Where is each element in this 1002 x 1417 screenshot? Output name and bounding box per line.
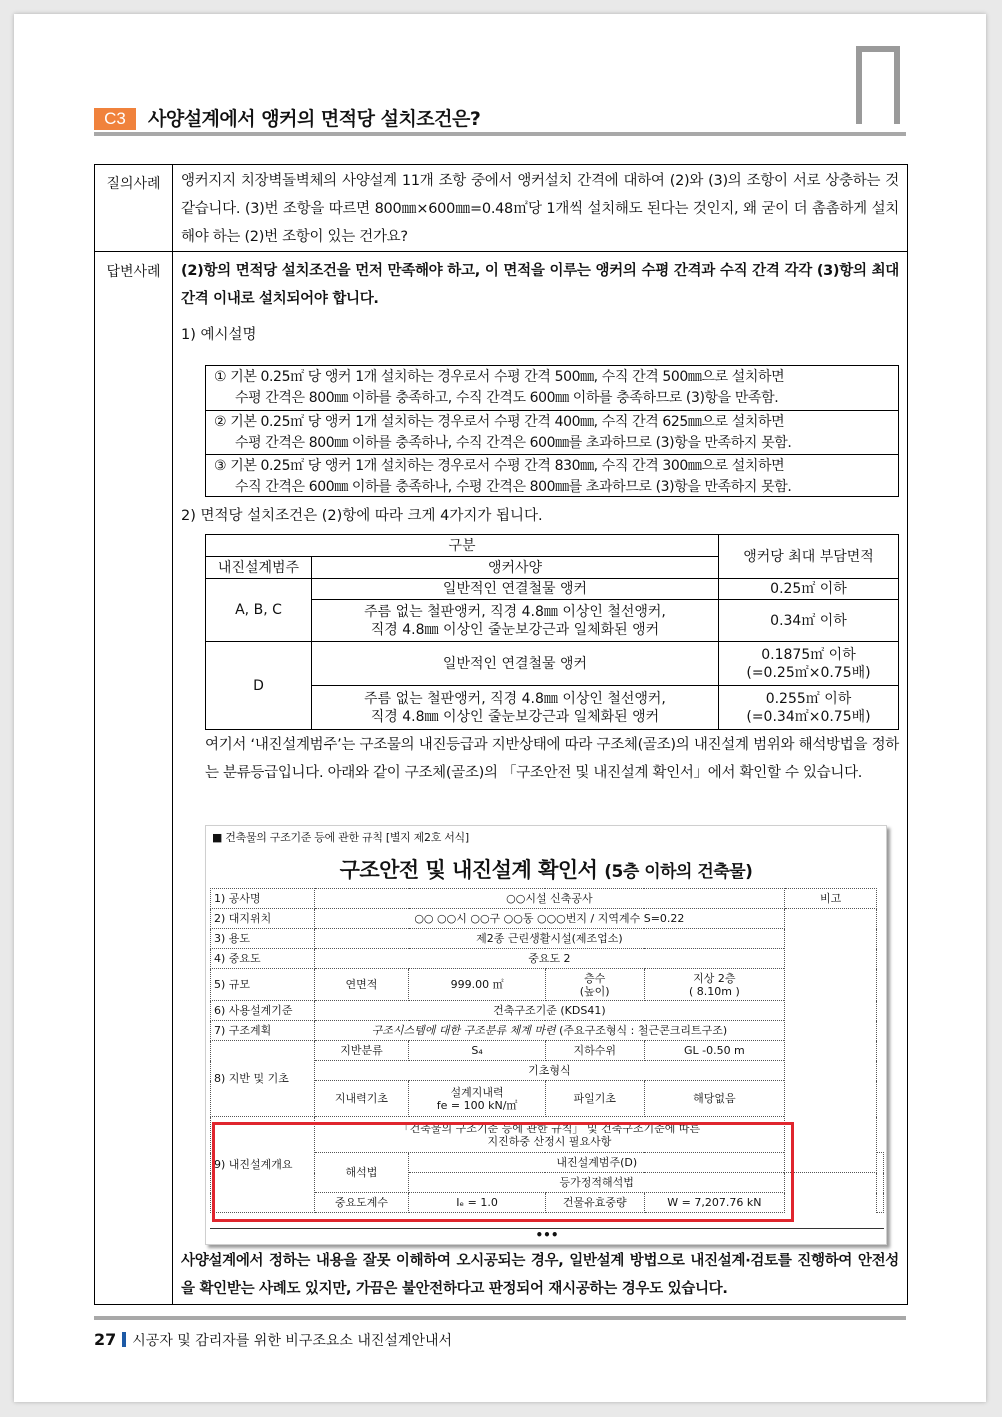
form-cell: ○○ ○○시 ○○구 ○○동 ○○○번지 / 지역계수 S=0.22 (314, 909, 785, 929)
form-cell: 내진설계범주(D) (409, 1153, 785, 1173)
table-header-group: 구분 (206, 535, 719, 557)
area-line: 0.1875㎡ 이하 (761, 646, 856, 663)
footer-rule (94, 1316, 906, 1320)
example-item (206, 454, 898, 498)
example-line: ① 기본 0.25㎡ 당 앵커 1개 설치하는 경우로서 수평 간격 500㎜, 수직 간격 500㎜으로 설치하면 (214, 369, 785, 385)
form-cell: 연면적 (314, 969, 409, 1001)
answer-lead: (2)항의 면적당 설치조건을 먼저 만족해야 하고, 이 면적을 이루는 앵커의 수평 간격과 수직 간격 각각 (3)항의 최대 간격 이내로 설치되어야 합니다. (181, 263, 899, 307)
table-header-category: 내진설계범주 (206, 557, 312, 579)
form-cell: 건축구조기준 (KDS41) (314, 1001, 785, 1021)
spec-general: 일반적인 연결철물 앵커 (312, 579, 719, 600)
document-page (14, 14, 986, 1402)
header-rule (94, 132, 906, 136)
area-value (719, 642, 899, 686)
highlight-box (212, 1122, 794, 1222)
form-cell: 해당없음 (644, 1081, 785, 1117)
spec-special (312, 686, 719, 730)
confirmation-form-image (205, 825, 887, 1245)
column-divider (172, 165, 173, 1304)
form-row-label: 3) 용도 (211, 929, 315, 949)
form-cell (644, 969, 785, 1001)
example-list (205, 365, 899, 497)
form-row-label: 5) 규모 (211, 969, 315, 1001)
page-number: 27 (94, 1330, 117, 1349)
category-d: D (206, 642, 312, 730)
form-cell: Iₑ = 1.0 (409, 1193, 546, 1213)
spec-general: 일반적인 연결철물 앵커 (312, 642, 719, 686)
form-cell: 중요도계수 (314, 1193, 409, 1213)
example-item (206, 366, 898, 410)
answer-conclusion: 사양설계에서 정하는 내용을 잘못 이해하여 오시공되는 경우, 일반설계 방법으로 내진설계·검토를 진행하여 안전성을 확인받는 사례도 있지만, 가끔은 불안전하다고 판정되어 재시공하는 경우도 있습니다. (181, 1253, 899, 1297)
spec-line: 직경 4.8㎜ 이상인 줄눈보강근과 일체화된 앵커 (370, 708, 660, 725)
spec-line: 주름 없는 철판앵커, 직경 4.8㎜ 이상인 철선앵커, (364, 690, 666, 707)
form-cell (409, 1081, 546, 1117)
category-description: 여기서 ‘내진설계범주’는 구조물의 내진등급과 지반상태에 따라 구조체(골조)의 내진설계 범위와 해석방법을 정하는 분류등급입니다. 아래와 같이 구조체(골조)의 「구조안전 및 내진설계 확인서」에서 확인할 수 있습니다. (205, 737, 899, 781)
form-cell: 등가정적해석법 (409, 1173, 785, 1193)
section-badge: C3 (94, 108, 136, 130)
form-note-header: 비고 (785, 889, 877, 909)
row-divider (95, 251, 907, 252)
qa-table (94, 164, 908, 1305)
form-cell: 제2종 근린생활시설(제조업소) (314, 929, 785, 949)
form-cell-line: 지진하중 산정시 필요사항 (487, 1134, 612, 1148)
form-continuation: ••• (210, 1228, 884, 1242)
form-note-cell (785, 909, 877, 1173)
example-item (206, 410, 898, 454)
form-note-cell (877, 1153, 884, 1213)
area-value: 0.25㎡ 이하 (719, 579, 899, 600)
form-cell-line: fe = 100 kN/㎡ (436, 1098, 518, 1112)
example-line: 수평 간격은 800㎜ 이하를 충족하나, 수직 간격은 600㎜를 초과하므로 (3)항을 만족하지 못함. (235, 435, 792, 451)
form-row-label: 4) 중요도 (211, 949, 315, 969)
form-row-label: 9) 내진설계개요 (211, 1117, 315, 1213)
example-line: ② 기본 0.25㎡ 당 앵커 1개 설치하는 경우로서 수평 간격 400㎜, 수직 간격 625㎜으로 설치하면 (214, 414, 785, 430)
form-cell-line: 「건축물의 구조기준 등에 관한 규칙」 및 건축구조기준에 따른 (398, 1121, 701, 1135)
condition-section-title: 2) 면적당 설치조건은 (2)항에 따라 크게 4가지가 됩니다. (181, 508, 543, 524)
form-cell-line: 지상 2층 (693, 971, 736, 985)
area-value: 0.34㎡ 이하 (719, 600, 899, 642)
area-line: 0.255㎡ 이하 (765, 690, 852, 707)
form-row-label: 1) 공사명 (211, 889, 315, 909)
category-abc: A, B, C (206, 579, 312, 642)
question-label: 질의사례 (106, 176, 161, 192)
form-cell: ○○시설 신축공사 (314, 889, 785, 909)
form-cell-line: 설계지내력 (450, 1085, 504, 1099)
example-section-title: 1) 예시설명 (181, 327, 257, 343)
form-header: ■ 건축물의 구조기준 등에 관한 규칙 [별지 제2호 서식] (212, 831, 469, 844)
form-cell: GL -0.50 m (644, 1041, 785, 1061)
form-cell-line: (높이) (579, 984, 610, 998)
example-line: ③ 기본 0.25㎡ 당 앵커 1개 설치하는 경우로서 수평 간격 830㎜, 수직 간격 300㎜으로 설치하면 (214, 458, 785, 474)
form-cell: 지내력기초 (314, 1081, 409, 1117)
example-line: 수직 간격은 600㎜ 이하를 충족하나, 수평 간격은 800㎜를 초과하므로 (3)항을 만족하지 못함. (235, 479, 792, 495)
area-line: (=0.25㎡×0.75배) (746, 664, 871, 681)
form-row-label: 2) 대지위치 (211, 909, 315, 929)
form-title-main: 구조안전 및 내진설계 확인서 (339, 858, 598, 882)
form-row-label: 7) 구조계획 (211, 1021, 315, 1041)
answer-label: 답변사례 (106, 264, 161, 280)
form-cell: 999.00 ㎡ (409, 969, 546, 1001)
book-title: 시공자 및 감리자를 위한 비구조요소 내진설계안내서 (132, 1333, 453, 1349)
footer-bar-icon (122, 1332, 126, 1347)
form-cell: 중요도 2 (314, 949, 785, 969)
question-text: 앵커지지 치장벽돌벽체의 사양설계 11개 조항 중에서 앵커설치 간격에 대하여 (2)와 (3)의 조항이 서로 상충하는 것 같습니다. (3)번 조항을 따르면 800㎜×600㎜=0.48㎡당 1개씩 설치해도 된다는 것인지, 왜 굳이 더 촘촘하게 설치해야 하는 (2)번 조항이 있는 건가요? (181, 173, 899, 245)
form-cell: 파일기초 (545, 1081, 644, 1117)
form-row-label: 8) 지반 및 기초 (211, 1041, 315, 1117)
spec-line: 직경 4.8㎜ 이상인 줄눈보강근과 일체화된 앵커 (370, 621, 660, 638)
table-header-spec: 앵커사양 (312, 557, 719, 579)
area-line: (=0.34㎡×0.75배) (746, 708, 871, 725)
form-title-sub: (5층 이하의 건축물) (604, 862, 753, 882)
form-cell: 해석법 (314, 1153, 409, 1193)
spec-special (312, 600, 719, 642)
form-cell-text: (주요구조형식 : 철근콘크리트구조) (559, 1024, 728, 1037)
form-cell-italic: 구조시스템에 대한 구조분류 체계 마련 (371, 1024, 556, 1037)
form-cell: S₄ (409, 1041, 546, 1061)
form-cell (314, 1021, 785, 1041)
form-cell-line: ( 8.10m ) (688, 984, 740, 998)
form-cell: 지반분류 (314, 1041, 409, 1061)
area-value (719, 686, 899, 730)
form-cell: 지하수위 (545, 1041, 644, 1061)
section-title: 사양설계에서 앵커의 면적당 설치조건은? (148, 108, 481, 130)
form-cell-line: 층수 (584, 971, 606, 985)
page-footer (94, 1329, 452, 1351)
form-cell: W = 7,207.76 kN (644, 1193, 785, 1213)
spec-line: 주름 없는 철판앵커, 직경 4.8㎜ 이상인 철선앵커, (364, 603, 666, 620)
table-header-area: 앵커당 최대 부담면적 (719, 535, 899, 579)
form-title (206, 854, 886, 884)
form-row-label: 6) 사용설계기준 (211, 1001, 315, 1021)
example-line: 수평 간격은 800㎜ 이하를 충족하고, 수직 간격도 600㎜ 이하를 충족하므로 (3)항을 만족함. (235, 390, 779, 406)
form-cell: 기초형식 (314, 1061, 785, 1081)
form-cell (545, 969, 644, 1001)
form-cell: 건물유효중량 (545, 1193, 644, 1213)
condition-table (205, 534, 899, 730)
